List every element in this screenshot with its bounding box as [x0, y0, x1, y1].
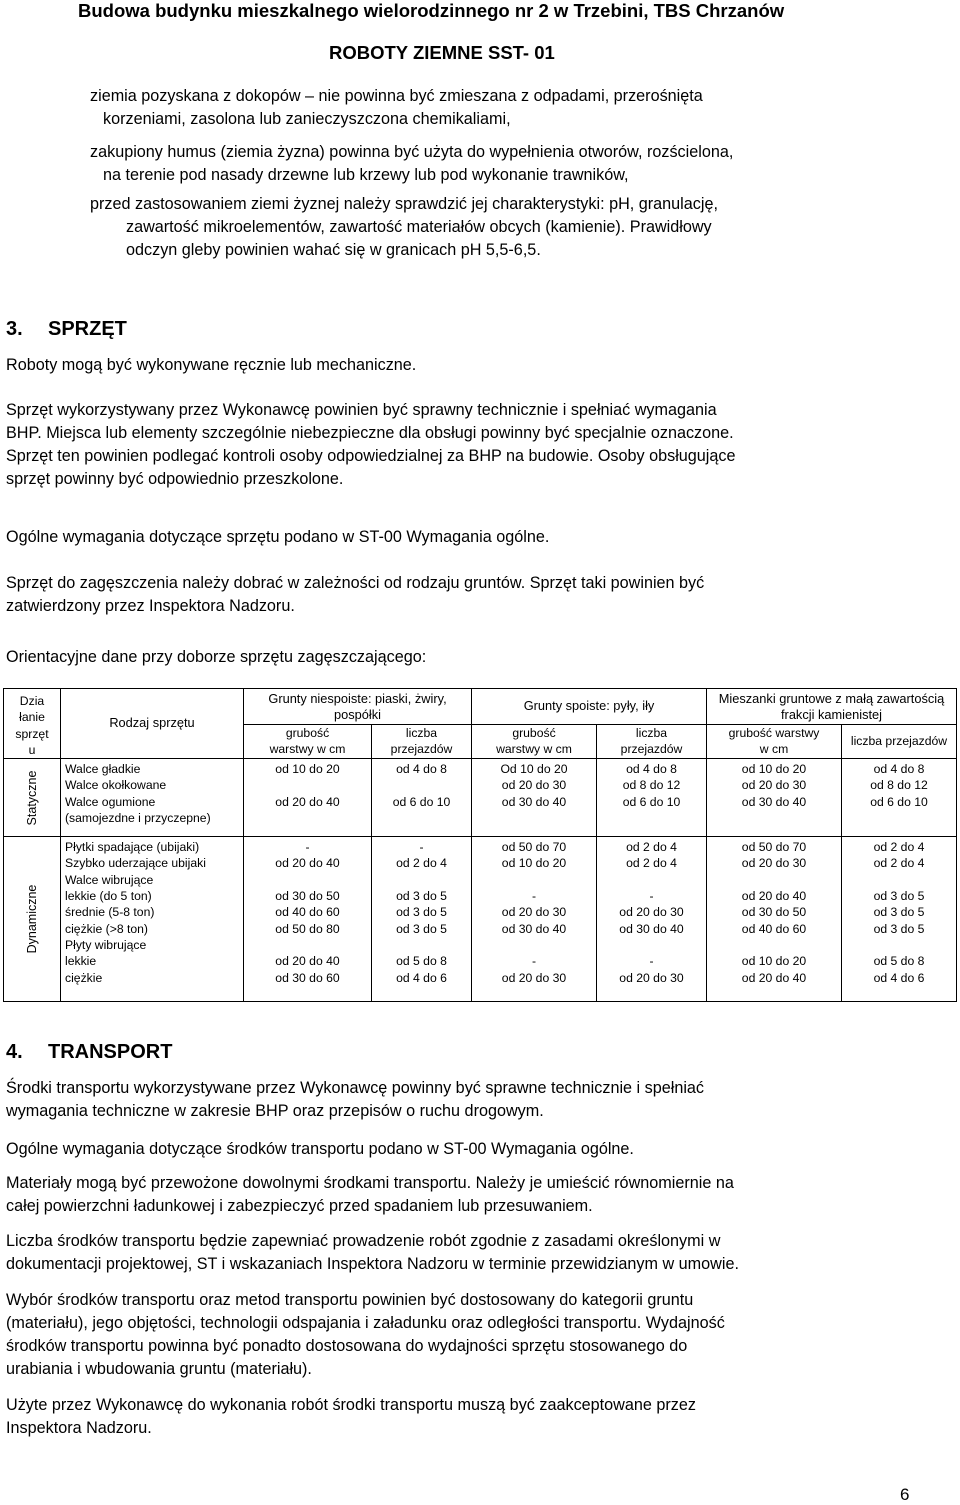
paragraph — [6, 1289, 954, 1381]
equipment-list: Płytki spadające (ubijaki) Szybko uderzające ubijaki Walce wibrujące lekkie (do 5 ton) średnie (5-8 ton) ciężkie (>8 ton) Płyty wibrujące lekkie ciężkie — [61, 837, 244, 1002]
table-row — [4, 759, 957, 837]
header-group-noncohesive: Grunty niespoiste: piaski, żwiry, pospółki — [244, 689, 472, 725]
group-label-static: Statyczne — [4, 759, 61, 837]
value-cell: od 10 do 20 od 20 do 40 — [244, 759, 372, 837]
paragraph-line: Materiały mogą być przewożone dowolnymi środkami transportu. Należy je umieścić równomiernie na — [6, 1174, 734, 1192]
paragraph — [6, 354, 954, 377]
section-heading — [6, 1041, 172, 1064]
value-cell: od 50 do 70 od 20 do 30 od 20 do 40 od 30 do 50 od 40 do 60 od 10 do 20 od 20 do 40 — [707, 837, 842, 1002]
value-cell: od 50 do 70 od 10 do 20 - od 20 do 30 od 30 do 40 - od 20 do 30 — [472, 837, 597, 1002]
equipment-table — [3, 688, 957, 1002]
subheader-passes: liczba przejazdów — [372, 725, 472, 759]
paragraph — [6, 646, 954, 669]
bullet-line: zakupiony humus (ziemia żyzna) powinna być użyta do wypełnienia otworów, rozścielona, — [90, 143, 734, 161]
paragraph — [6, 1230, 954, 1276]
bullet-line: na terenie pod nasady drzewne lub krzewy lub pod wykonanie trawników, — [103, 166, 629, 184]
section-title: TRANSPORT — [48, 1041, 173, 1063]
paragraph-line: (materiału), jego objętości, technologii odspajania i załadunku oraz odległości transportu. Wydajność — [6, 1314, 725, 1332]
value-cell: od 2 do 4 od 2 do 4 od 3 do 5 od 3 do 5 od 3 do 5 od 5 do 8 od 4 do 6 — [842, 837, 957, 1002]
value-cell: od 10 do 20 od 20 do 30 od 30 do 40 — [707, 759, 842, 837]
paragraph-line: sprzęt powinny być odpowiednio przeszkolone. — [6, 470, 344, 488]
paragraph-line: Użyte przez Wykonawcę do wykonania robót środki transportu muszą być zaakceptowane przez — [6, 1396, 696, 1414]
bullet-line: zawartość mikroelementów, zawartość materiałów obcych (kamienie). Prawidłowy — [126, 218, 712, 236]
table-header-row — [4, 689, 957, 725]
paragraph-line: Liczba środków transportu będzie zapewniać prowadzenie robót zgodnie z zasadami określonymi w — [6, 1232, 721, 1250]
value-cell: od 4 do 8 od 8 do 12 od 6 do 10 — [842, 759, 957, 837]
section-title: SPRZĘT — [48, 318, 127, 340]
subheader-thickness: grubość warstwy w cm — [244, 725, 372, 759]
section-number: 3. — [6, 318, 23, 340]
paragraph-line: Ogólne wymagania dotyczące środków transportu podano w ST-00 Wymagania ogólne. — [6, 1140, 634, 1158]
paragraph-line: Sprzęt ten powinien podlegać kontroli osoby odpowiedzialnej za BHP na budowie. Osoby obsługujące — [6, 447, 736, 465]
subheader-passes: liczba przejazdów — [842, 725, 957, 759]
paragraph — [6, 526, 954, 549]
paragraph — [6, 1077, 954, 1123]
paragraph-line: Orientacyjne dane przy doborze sprzętu zagęszczającego: — [6, 648, 427, 666]
paragraph-line: wymagania techniczne w zakresie BHP oraz przepisów o ruchu drogowym. — [6, 1102, 544, 1120]
header-equipment-type: Rodzaj sprzętu — [61, 689, 244, 759]
paragraph-line: środków transportu powinna być ponadto dostosowana do wydajności sprzętu stosowanego do — [6, 1337, 688, 1355]
document-title: Budowa budynku mieszkalnego wielorodzinnego nr 2 w Trzebini, TBS Chrzanów — [78, 0, 785, 21]
paragraph-line: dokumentacji projektowej, ST i wskazaniach Inspektora Nadzoru w terminie przewidzianym w umowie. — [6, 1255, 739, 1273]
paragraph — [6, 1394, 954, 1440]
paragraph-line: Ogólne wymagania dotyczące sprzętu podano w ST-00 Wymagania ogólne. — [6, 528, 550, 546]
page-number: 6 — [900, 1485, 910, 1504]
paragraph-line: Inspektora Nadzoru. — [6, 1419, 152, 1437]
group-label-dynamic: Dynamiczne — [4, 837, 61, 1002]
bullet-line: odczyn gleby powinien wahać się w granicach pH 5,5-6,5. — [126, 241, 541, 259]
paragraph-line: Sprzęt wykorzystywany przez Wykonawcę powinien być sprawny technicznie i spełniać wymagania — [6, 401, 717, 419]
bullet-item — [90, 141, 950, 187]
value-cell: od 2 do 4 od 2 do 4 - od 20 do 30 od 30 do 40 - od 20 do 30 — [597, 837, 707, 1002]
paragraph — [6, 1172, 954, 1218]
value-cell: od 4 do 8 od 8 do 12 od 6 do 10 — [597, 759, 707, 837]
paragraph — [6, 572, 954, 618]
value-cell: Od 10 do 20 od 20 do 30 od 30 do 40 — [472, 759, 597, 837]
header-group-cohesive: Grunty spoiste: pyły, iły — [472, 689, 707, 725]
section-number: 4. — [6, 1041, 23, 1063]
value-cell: od 4 do 8 od 6 do 10 — [372, 759, 472, 837]
paragraph-line: urabiania i wbudowania gruntu (materiału). — [6, 1360, 312, 1378]
bullet-line: przed zastosowaniem ziemi żyznej należy sprawdzić jej charakterystyki: pH, granulację, — [90, 195, 718, 213]
value-cell: - od 2 do 4 od 3 do 5 od 3 do 5 od 3 do 5 od 5 do 8 od 4 do 6 — [372, 837, 472, 1002]
section-heading — [6, 318, 127, 341]
bullet-item — [90, 193, 950, 262]
paragraph-line: Sprzęt do zagęszczenia należy dobrać w zależności od rodzaju gruntów. Sprzęt taki powinien być — [6, 574, 705, 592]
table-row — [4, 837, 957, 1002]
paragraph-line: Środki transportu wykorzystywane przez Wykonawcę powinny być sprawne technicznie i spełniać — [6, 1079, 705, 1097]
bullet-line: korzeniami, zasolona lub zanieczyszczona chemikaliami, — [103, 110, 511, 128]
bullet-line: ziemia pozyskana z dokopów – nie powinna być zmieszana z odpadami, przerośnięta — [90, 87, 703, 105]
paragraph-line: zatwierdzony przez Inspektora Nadzoru. — [6, 597, 295, 615]
equipment-list: Walce gładkie Walce okołkowane Walce ogumione (samojezdne i przyczepne) — [61, 759, 244, 837]
value-cell: - od 20 do 40 od 30 do 50 od 40 do 60 od 50 do 80 od 20 do 40 od 30 do 60 — [244, 837, 372, 1002]
paragraph-line: BHP. Miejsca lub elementy szczególnie niebezpieczne dla obsługi powinny być specjalnie oznaczone. — [6, 424, 734, 442]
subheader-thickness: grubość warstwy w cm — [707, 725, 842, 759]
header-action-type: Dzia łanie sprzęt u — [4, 689, 61, 759]
paragraph — [6, 399, 954, 491]
paragraph-line: Roboty mogą być wykonywane ręcznie lub mechaniczne. — [6, 356, 417, 374]
header-group-mixtures: Mieszanki gruntowe z małą zawartością frakcji kamienistej — [707, 689, 957, 725]
paragraph-line: całej powierzchni ładunkowej i zabezpieczyć przed spadaniem lub przesuwaniem. — [6, 1197, 593, 1215]
paragraph-line: Wybór środków transportu oraz metod transportu powinien być dostosowany do kategorii gruntu — [6, 1291, 694, 1309]
subheader-thickness: grubość warstwy w cm — [472, 725, 597, 759]
paragraph — [6, 1138, 954, 1161]
bullet-item — [90, 85, 950, 131]
subheader-passes: liczba przejazdów — [597, 725, 707, 759]
document-subtitle: ROBOTY ZIEMNE SST- 01 — [329, 42, 555, 63]
